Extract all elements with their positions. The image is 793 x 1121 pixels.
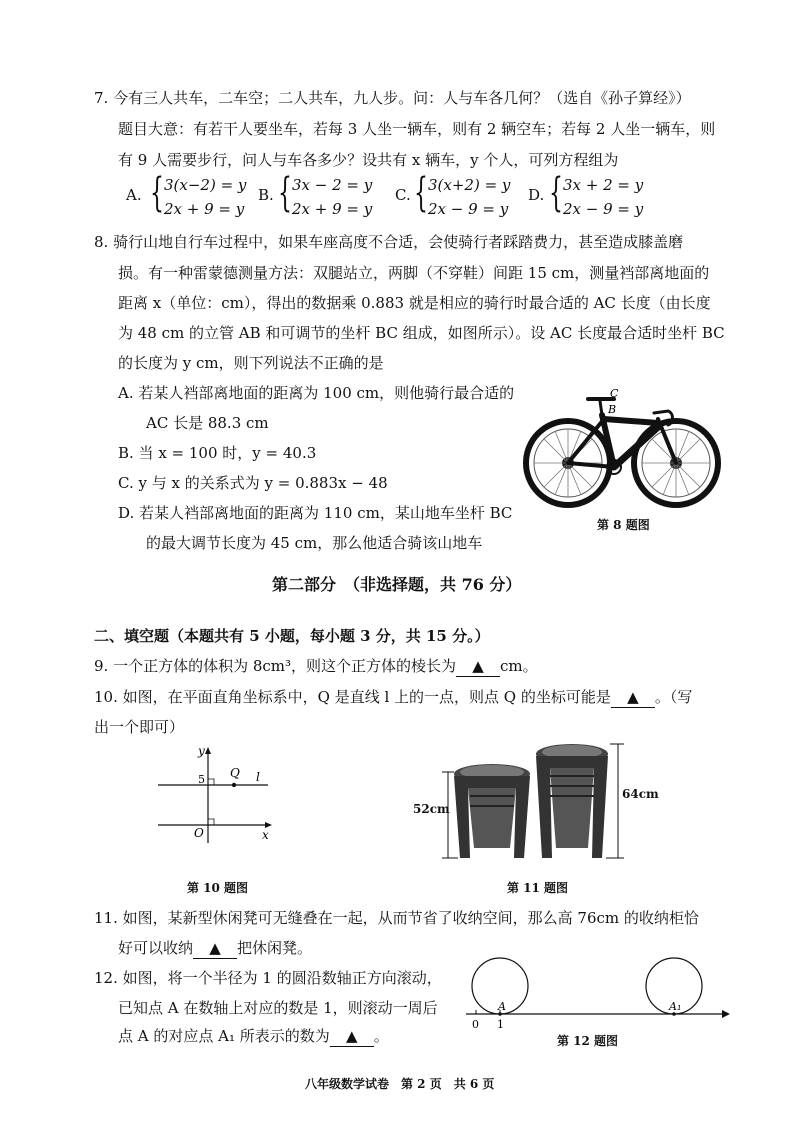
q10-five-label: 5: [198, 773, 205, 786]
q11-line2-before: 好可以收纳: [118, 939, 194, 957]
q12-line3: [118, 1026, 389, 1047]
q10-line2: 出一个即可）: [94, 718, 185, 736]
q12-answer-blank[interactable]: ▲: [330, 1026, 374, 1047]
q10-origin-label: O: [194, 826, 204, 840]
q12-a1-label: A₁: [669, 1000, 682, 1013]
q10-y-label: y: [198, 745, 205, 758]
q12-figure-caption: 第 12 题图: [557, 1034, 619, 1048]
brace-icon: {: [549, 170, 563, 216]
page-footer: 八年级数学试卷 第 2 页 共 6 页: [305, 1077, 495, 1091]
q7-option-d-label: D.: [528, 186, 545, 204]
q7-option-a-eq2: 2x + 9 = y: [164, 200, 245, 218]
q8-option-c: C. y 与 x 的关系式为 y = 0.883x − 48: [118, 474, 388, 492]
q9-text: [94, 656, 538, 677]
q8-line1: 8. 骑行山地自行车过程中，如果车座高度不合适，会使骑行者踩踏费力，甚至造成膝盖磨: [94, 233, 684, 251]
q7-option-d-eq1: 3x + 2 = y: [563, 176, 644, 194]
q7-option-d-system: [549, 170, 659, 220]
brace-icon: {: [278, 170, 292, 216]
q10-after: 。（写: [654, 688, 693, 706]
q7-option-c-label: C.: [395, 186, 411, 204]
right-dimension-line: [606, 744, 624, 858]
q12-line3-before: 点 A 的对应点 A₁ 所表示的数为: [118, 1027, 330, 1045]
q12-line2: 已知点 A 在数轴上对应的数是 1，则滚动一周后: [118, 999, 438, 1017]
q8-option-b: B. 当 x = 100 时，y = 40.3: [118, 444, 317, 462]
bicycle-figure: [522, 383, 722, 511]
q8-option-a-line1: A. 若某人裆部离地面的距离为 100 cm，则他骑行最合适的: [118, 384, 515, 402]
brace-icon: {: [150, 170, 164, 216]
q11-left-height: 52cm: [413, 802, 450, 816]
q10-q-label: Q: [230, 766, 240, 780]
q7-option-a-eq1: 3(x−2) = y: [164, 176, 247, 194]
q7-option-b-system: [278, 170, 388, 220]
q7-option-a-label: A.: [126, 186, 142, 204]
q7-line2: 题目大意：有若干人要坐车，若每 3 人坐一辆车，则有 2 辆空车；若每 2 人坐一辆车，则: [118, 120, 716, 138]
q12-line3-after: 。: [373, 1027, 389, 1045]
q10-figure-caption: 第 10 题图: [187, 881, 249, 895]
q8-figure-caption: 第 8 题图: [597, 518, 650, 532]
q8-option-a-line2: AC 长是 88.3 cm: [146, 414, 269, 432]
part2-title: 第二部分 （非选择题，共 76 分）: [272, 575, 522, 594]
q7-option-b-label: B.: [258, 186, 274, 204]
q7-line1: 7. 今有三人共车，二车空；二人共车，九人步。问：人与车各几何？（选自《孙子算经》）: [94, 89, 691, 107]
q12-line1: 12. 如图，将一个半径为 1 的圆沿数轴正方向滚动，: [94, 969, 442, 987]
q11-stool-figure: [410, 736, 640, 866]
q12-number-line-figure: [462, 950, 734, 1030]
q11-line1: 11. 如图，某新型休闲凳可无缝叠在一起，从而节省了收纳空间，那么高 76cm 的收纳柜恰: [94, 909, 699, 927]
bike-label-c: C: [610, 387, 619, 400]
section2-header: 二、填空题（本题共有 5 小题，每小题 3 分，共 15 分。）: [94, 627, 490, 645]
q7-option-c-eq2: 2x − 9 = y: [428, 200, 509, 218]
q11-figure-caption: 第 11 题图: [507, 881, 569, 895]
q9-after: cm。: [500, 657, 538, 675]
q11-right-height: 64cm: [622, 787, 659, 801]
q7-option-b-eq2: 2x + 9 = y: [292, 200, 373, 218]
q8-line5: 的长度为 y cm，则下列说法不正确的是: [118, 354, 384, 372]
q9-answer-blank[interactable]: ▲: [456, 656, 500, 677]
q11-line2: [118, 938, 312, 959]
q8-line3: 距离 x（单位：cm），得出的数据乘 0.883 就是相应的骑行时最合适的 AC 长度（由长度: [118, 294, 711, 312]
tall-stool-stack: [536, 744, 608, 858]
q10-before: 10. 如图，在平面直角坐标系中，Q 是直线 l 上的一点，则点 Q 的坐标可能是: [94, 688, 611, 706]
q10-l-label: l: [256, 770, 260, 784]
q10-coordinate-figure: [150, 745, 280, 845]
q11-line2-after: 把休闲凳。: [237, 939, 313, 957]
q7-option-a-system: [150, 170, 260, 220]
q8-line4: 为 48 cm 的立管 AB 和可调节的坐杆 BC 组成，如图所示）。设 AC 长度最合适时坐杆 BC: [118, 324, 725, 342]
q12-zero-label: 0: [472, 1018, 479, 1030]
q7-option-b-eq1: 3x − 2 = y: [292, 176, 373, 194]
q7-option-c-system: [414, 170, 524, 220]
q11-answer-blank[interactable]: ▲: [193, 938, 237, 959]
q8-option-d-line1: D. 若某人裆部离地面的距离为 110 cm，某山地车坐杆 BC: [118, 504, 513, 522]
q12-one-label: 1: [497, 1018, 504, 1030]
q10-line1: [94, 687, 692, 708]
brace-icon: {: [414, 170, 428, 216]
q10-answer-blank[interactable]: ▲: [611, 687, 655, 708]
bike-label-b: B: [608, 403, 617, 416]
q10-x-label: x: [262, 828, 269, 842]
q8-line2: 损。有一种雷蒙德测量方法：双腿站立，两脚（不穿鞋）间距 15 cm，测量裆部离地面的: [118, 264, 710, 282]
short-stool-stack: [454, 764, 530, 858]
q7-option-d-eq2: 2x − 9 = y: [563, 200, 644, 218]
q9-before: 9. 一个正方体的体积为 8cm³，则这个正方体的棱长为: [94, 657, 457, 675]
q7-option-c-eq1: 3(x+2) = y: [428, 176, 511, 194]
q12-a-label: A: [498, 1000, 506, 1013]
q7-line3: 有 9 人需要步行，问人与车各多少？设共有 x 辆车，y 个人，可列方程组为: [118, 151, 619, 169]
q8-option-d-line2: 的最大调节长度为 45 cm，那么他适合骑该山地车: [146, 534, 483, 552]
